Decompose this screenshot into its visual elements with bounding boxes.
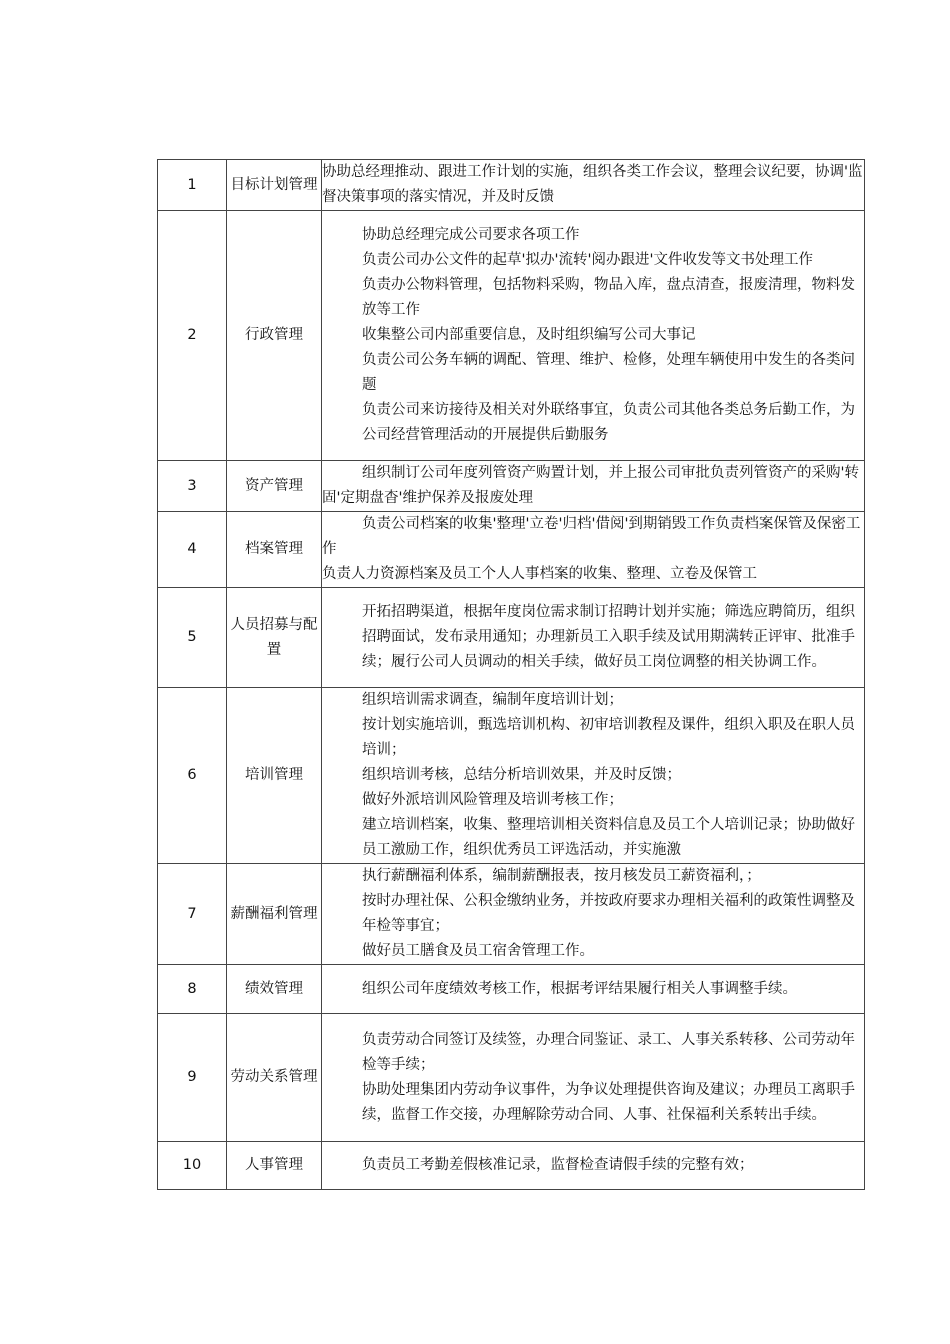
description-line: 负责公司来访接待及相关对外联络事宜，负责公司其他各类总务后勤工作，为公司经营管理活动的开展提供后勤服务 [362,402,855,443]
description-line: 做好员工膳食及员工宿舍管理工作。 [362,943,594,959]
row-category: 绩效管理 [227,965,322,1014]
row-number: 3 [158,461,227,512]
description-line: 协助总经理完成公司要求各项工作 [362,227,580,243]
description-line: 组织公司年度绩效考核工作，根据考评结果履行相关人事调整手续。 [362,981,797,997]
description-line: 做好外派培训风险管理及培训考核工作； [362,792,623,808]
row-description [322,160,865,211]
description-line: 按时办理社保、公积金缴纳业务，并按政府要求办理相关福利的政策性调整及年检等事宜； [362,893,855,934]
description-line: 负责劳动合同签订及续签，办理合同鉴证、录工、人事关系转移、公司劳动年检等手续； [362,1031,855,1073]
description-line: 组织培训考核，总结分析培训效果，并及时反馈； [362,767,681,783]
table-row [158,211,865,461]
row-category: 薪酬福利管理 [227,864,322,965]
row-category: 行政管理 [227,211,322,461]
table-row [158,1014,865,1142]
description-line: 协助总经理推动、跟进工作计划的实施，组织各类工作会议，整理会议纪要，协调'监督决策事项的落实情况，并及时反馈 [322,164,863,205]
table-row [158,688,865,864]
row-description [322,512,865,588]
table-row [158,965,865,1014]
description-line: 协助处理集团内劳动争议事件，为争议处理提供咨询及建议；办理员工离职手续，监督工作交接，办理解除劳动合同、人事、社保福利关系转出手续。 [362,1081,855,1123]
row-category: 档案管理 [227,512,322,588]
row-number: 4 [158,512,227,588]
description-line: 组织制订公司年度列管资产购置计划，并上报公司审批负责列管资产的采购'转固'定期盘杳'维护保养及报废处理 [322,465,859,506]
row-number: 6 [158,688,227,864]
row-category: 劳动关系管理 [227,1014,322,1142]
row-category: 人事管理 [227,1142,322,1190]
description-line: 负责人力资源档案及员工个人人事档案的收集、整理、立卷及保管工 [322,566,757,582]
row-number: 8 [158,965,227,1014]
row-description [322,461,865,512]
row-number: 2 [158,211,227,461]
table-row [158,588,865,688]
row-category: 培训管理 [227,688,322,864]
row-number: 10 [158,1142,227,1190]
table-row [158,1142,865,1190]
row-category: 人员招募与配置 [227,588,322,688]
table-row [158,160,865,211]
row-number: 1 [158,160,227,211]
row-number: 5 [158,588,227,688]
row-category: 资产管理 [227,461,322,512]
description-line: 负责公司档案的收集'整理'立卷'归档'借阅'到期销毁工作负责档案保管及保密工作 [322,516,861,557]
description-line: 执行薪酬福利体系，编制薪酬报表，按月核发员工薪资福利，； [362,868,761,884]
description-line: 组织培训需求调查，编制年度培训计划； [362,692,623,708]
description-line: 负责公司公务车辆的调配、管理、维护、检修，处理车辆使用中发生的各类问题 [362,352,855,393]
duty-table [157,159,865,1190]
description-line: 按计划实施培训，甄选培训机构、初审培训教程及课件，组织入职及在职人员培训； [362,717,855,758]
description-line: 开拓招聘渠道，根据年度岗位需求制订招聘计划并实施；筛选应聘简历，组织招聘面试，发布录用通知；办理新员工入职手续及试用期满转正评审、批准手续；履行公司人员调动的相关手续，做好员工岗位调整的相关协调工作。 [362,604,855,670]
row-description [322,965,865,1014]
row-description [322,211,865,461]
table-row [158,461,865,512]
description-line: 建立培训档案，收集、整理培训相关资料信息及员工个人培训记录；协助做好员工激励工作，组织优秀员工评选活动，并实施激 [362,817,855,858]
description-line: 负责办公物料管理，包括物料采购，物品入库，盘点清查，报废清理，物料发放等工作 [362,277,855,318]
row-category: 目标计划管理 [227,160,322,211]
row-number: 9 [158,1014,227,1142]
row-description [322,1142,865,1190]
row-description [322,1014,865,1142]
table-row [158,512,865,588]
description-line: 负责员工考勤差假核准记录，监督检查请假手续的完整有效； [362,1157,754,1173]
description-line: 负责公司办公文件的起草'拟办'流转'阅办跟进'文件收发等文书处理工作 [362,252,813,268]
row-number: 7 [158,864,227,965]
table-row [158,864,865,965]
description-line: 收集整公司内部重要信息，及时组织编写公司大事记 [362,327,696,343]
row-description [322,588,865,688]
row-description [322,864,865,965]
row-description [322,688,865,864]
